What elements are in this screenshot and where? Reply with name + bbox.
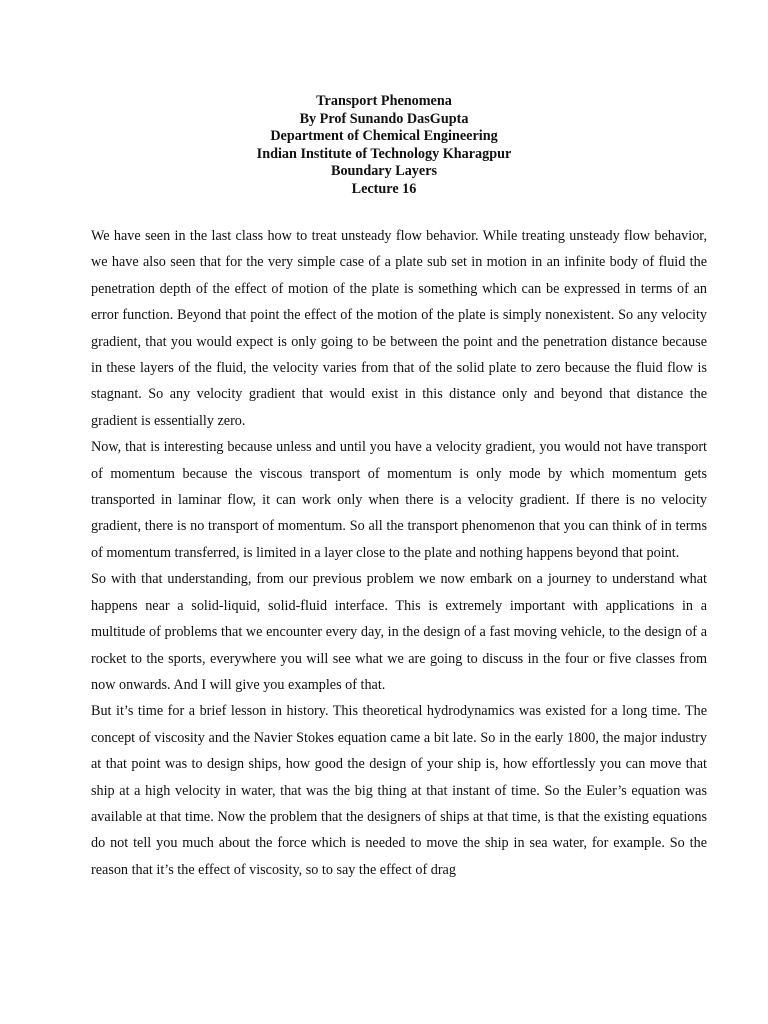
topic-title: Boundary Layers [330,163,438,179]
paragraph: Now, that is interesting because unless and until you have a velocity gradient, you would not have transport of momentum because the viscous transport of momentum is only mode by which momentum gets transported in laminar flow, it can work only when there is a velocity gradient. If there is no velocity gradient, there is no transport of momentum. So all the transport phenomenon that you can think of in terms of momentum transferred, is limited in a layer close to the plate and nothing happens beyond that point. [91,439,707,561]
course-title: Transport Phenomena [316,93,452,109]
institute-line: Indian Institute of Technology Kharagpur [256,145,512,162]
paragraph: We have seen in the last class how to treat unsteady flow behavior. While treating unsteady flow behavior, we have also seen that for the very simple case of a plate sub set in motion in an infinite body of fluid the penetration depth of the effect of motion of the plate is something which can be expressed in terms of an error function. Beyond that point the effect of the motion of the plate is simply nonexistent. So any velocity gradient, that you would expect is only going to be between the point and the penetration distance because in these layers of the fluid, the velocity varies from that of the solid plate to zero because the fluid flow is stagnant. So any velocity gradient that would exist in this distance only and beyond that distance the gradient is essentially zero. [91,228,707,429]
author-line: By Prof Sunando DasGupta [299,110,469,127]
paragraph: But it’s time for a brief lesson in history. This theoretical hydrodynamics was existed for a long time. The concept of viscosity and the Navier Stokes equation came a bit late. So in the early 1800, the major industry at that point was to design ships, how good the design of your ship is, how effortlessly you can move that ship at a high velocity in water, that was the big thing at that instant of time. So the Euler’s equation was available at that time. Now the problem that the designers of ships at that time, is that the existing equations do not tell you much about the force which is needed to move the ship in sea water, for example. So the reason that it’s the effect of viscosity, so to say the effect of drag [91,703,707,878]
department-line: Department of Chemical Engineering [270,128,498,144]
lecture-header [0,93,768,198]
lecture-number: Lecture 16 [351,180,417,197]
paragraph: So with that understanding, from our previous problem we now embark on a journey to understand what happens near a solid-liquid, solid-fluid interface. This is extremely important with applications in a multitude of problems that we encounter every day, in the design of a fast moving vehicle, to the design of a rocket to the sports, everywhere you will see what we are going to discuss in the four or five classes from now onwards. And I will give you examples of that. [91,571,707,693]
body-text [91,223,707,883]
